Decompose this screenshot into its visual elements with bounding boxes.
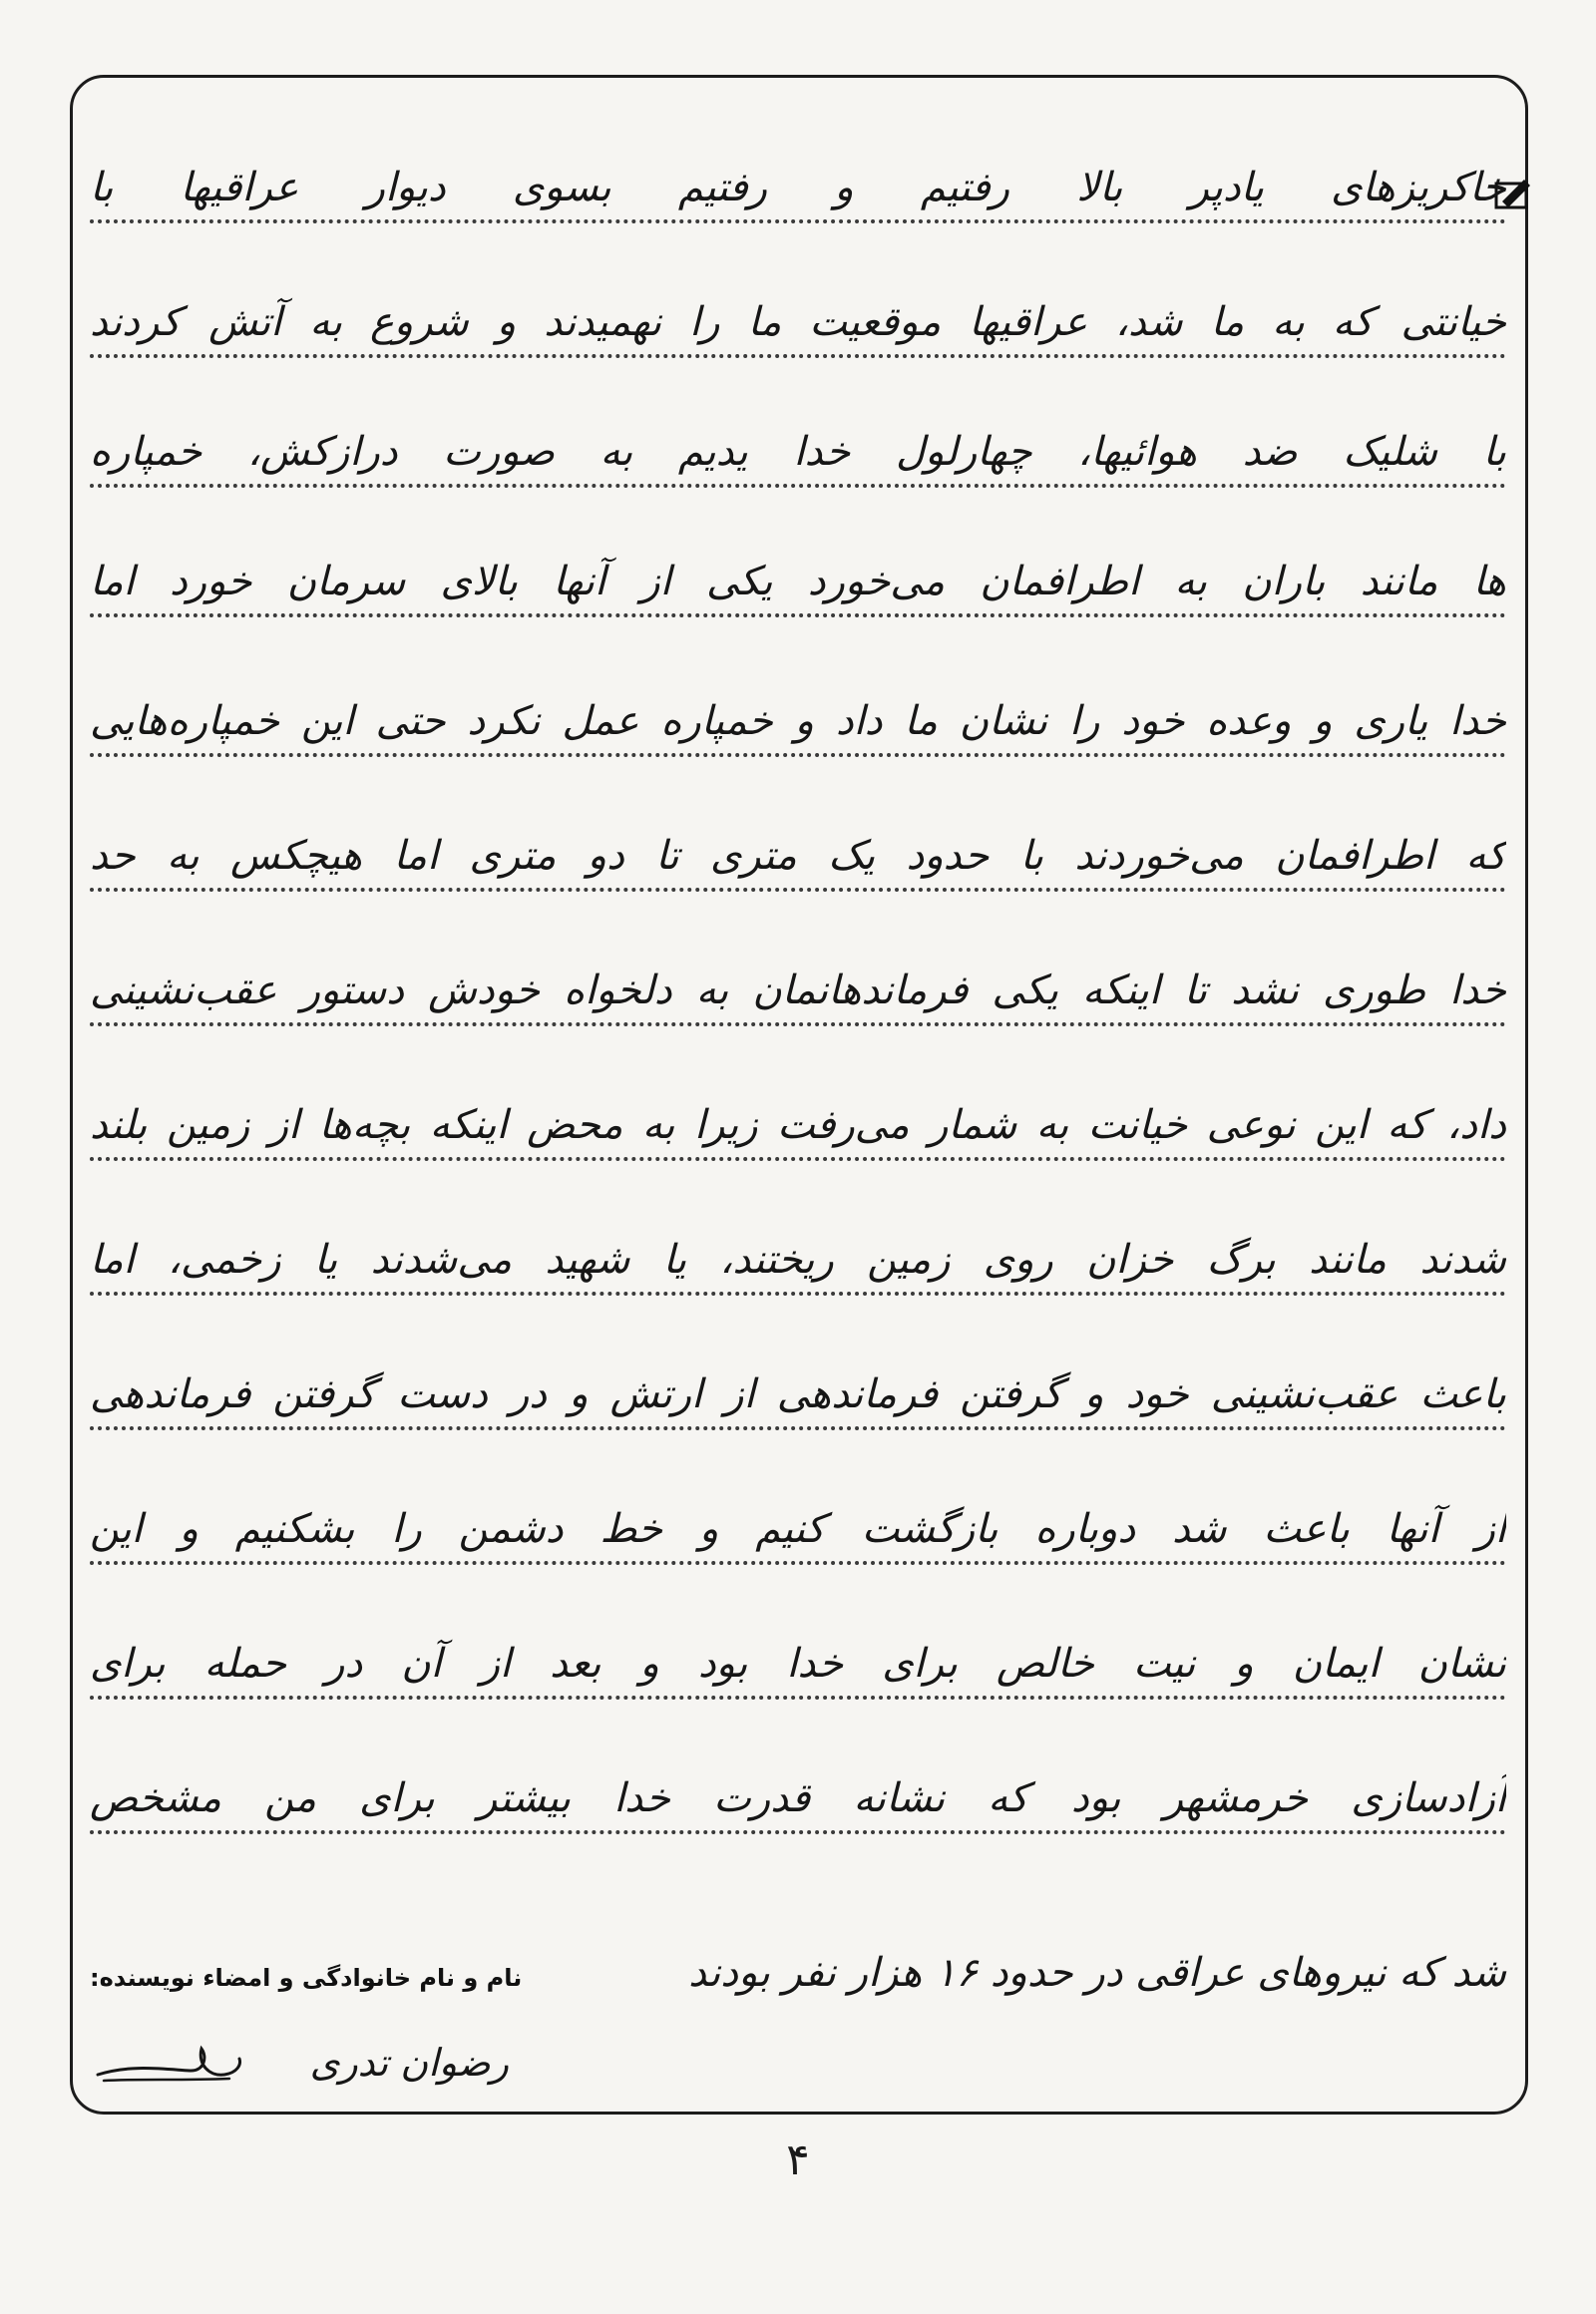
line-text: داد، که این نوعی خیانت به شمار می‌رفت زیرا به محض اینکه بچه‌ها از زمین بلند bbox=[90, 1102, 1506, 1148]
handwritten-line bbox=[90, 120, 1506, 239]
handwritten-line bbox=[90, 1327, 1506, 1446]
handwritten-line bbox=[90, 1461, 1506, 1581]
signature-footer-row bbox=[90, 1950, 1506, 2020]
line-text: از آنها باعث شد دوباره بازگشت کنیم و خط دشمن را بشکنیم و این bbox=[90, 1506, 1506, 1552]
handwritten-line bbox=[90, 653, 1506, 773]
dotted-guide-line bbox=[90, 484, 1506, 488]
signature-icon bbox=[90, 2035, 259, 2095]
line-text: خدا طوری نشد تا اینکه یکی فرماندهانمان به دلخواه خودش دستور عقب‌نشینی bbox=[90, 967, 1506, 1013]
dotted-guide-line bbox=[90, 1157, 1506, 1161]
handwritten-line bbox=[90, 384, 1506, 504]
handwritten-line bbox=[90, 788, 1506, 908]
handwritten-line bbox=[90, 923, 1506, 1042]
handwritten-line bbox=[90, 514, 1506, 633]
dotted-guide-line bbox=[90, 888, 1506, 892]
line-text: خیانتی که به ما شد، عراقیها موقعیت ما را نهمیدند و شروع به آتش کردند bbox=[90, 299, 1506, 345]
line-text: خاکریزهای یادپر بالا رفتیم و رفتیم بسوی دیوار عراقیها با bbox=[90, 165, 1506, 210]
line-text: خدا یاری و وعده خود را نشان ما داد و خمپاره عمل نکرد حتی این خمپاره‌هایی bbox=[90, 698, 1506, 744]
author-name: رضوان تدری bbox=[309, 2041, 509, 2085]
line-text: ها مانند باران به اطرافمان می‌خورد یکی از آنها بالای سرمان خورد اما bbox=[90, 559, 1506, 604]
handwritten-line bbox=[90, 1192, 1506, 1312]
line-text: آزادسازی خرمشهر بود که نشانه قدرت خدا بیشتر برای من مشخص bbox=[90, 1775, 1506, 1821]
line-text: نشان ایمان و نیت خالص برای خدا بود و بعد از آن در حمله برای bbox=[90, 1641, 1506, 1687]
line-text: که اطرافمان می‌خوردند با حدود یک متری تا دو متری اما هیچکس به حد bbox=[90, 833, 1506, 879]
dotted-guide-line bbox=[90, 613, 1506, 617]
line-text: شدند مانند برگ خزان روی زمین ریختند، یا شهید می‌شدند یا زخمی، اما bbox=[90, 1237, 1506, 1283]
handwritten-line bbox=[90, 1596, 1506, 1716]
dotted-guide-line bbox=[90, 1830, 1506, 1834]
handwritten-line bbox=[90, 1057, 1506, 1177]
author-block bbox=[90, 2035, 688, 2105]
handwritten-line bbox=[90, 1731, 1506, 1850]
handwritten-line bbox=[90, 254, 1506, 374]
dotted-guide-line bbox=[90, 354, 1506, 358]
dotted-guide-line bbox=[90, 1022, 1506, 1026]
line-text: با شلیک ضد هوائیها، چهارلول خدا یدیم به صورت درازکش، خمپاره bbox=[90, 429, 1506, 475]
last-handwritten-line: شد که نیروهای عراقی در حدود ۱۶ هزار نفر بودند bbox=[688, 1950, 1506, 1996]
dotted-guide-line bbox=[90, 1696, 1506, 1700]
line-text: باعث عقب‌نشینی خود و گرفتن فرماندهی از ارتش و در دست گرفتن فرماندهی bbox=[90, 1371, 1506, 1417]
dotted-guide-line bbox=[90, 219, 1506, 223]
dotted-guide-line bbox=[90, 753, 1506, 757]
dotted-guide-line bbox=[90, 1426, 1506, 1430]
dotted-guide-line bbox=[90, 1561, 1506, 1565]
author-signature-label: نام و نام خانوادگی و امضاء نویسنده: bbox=[90, 1964, 523, 1992]
page-number: ۴ bbox=[786, 2134, 810, 2185]
dotted-guide-line bbox=[90, 1292, 1506, 1296]
